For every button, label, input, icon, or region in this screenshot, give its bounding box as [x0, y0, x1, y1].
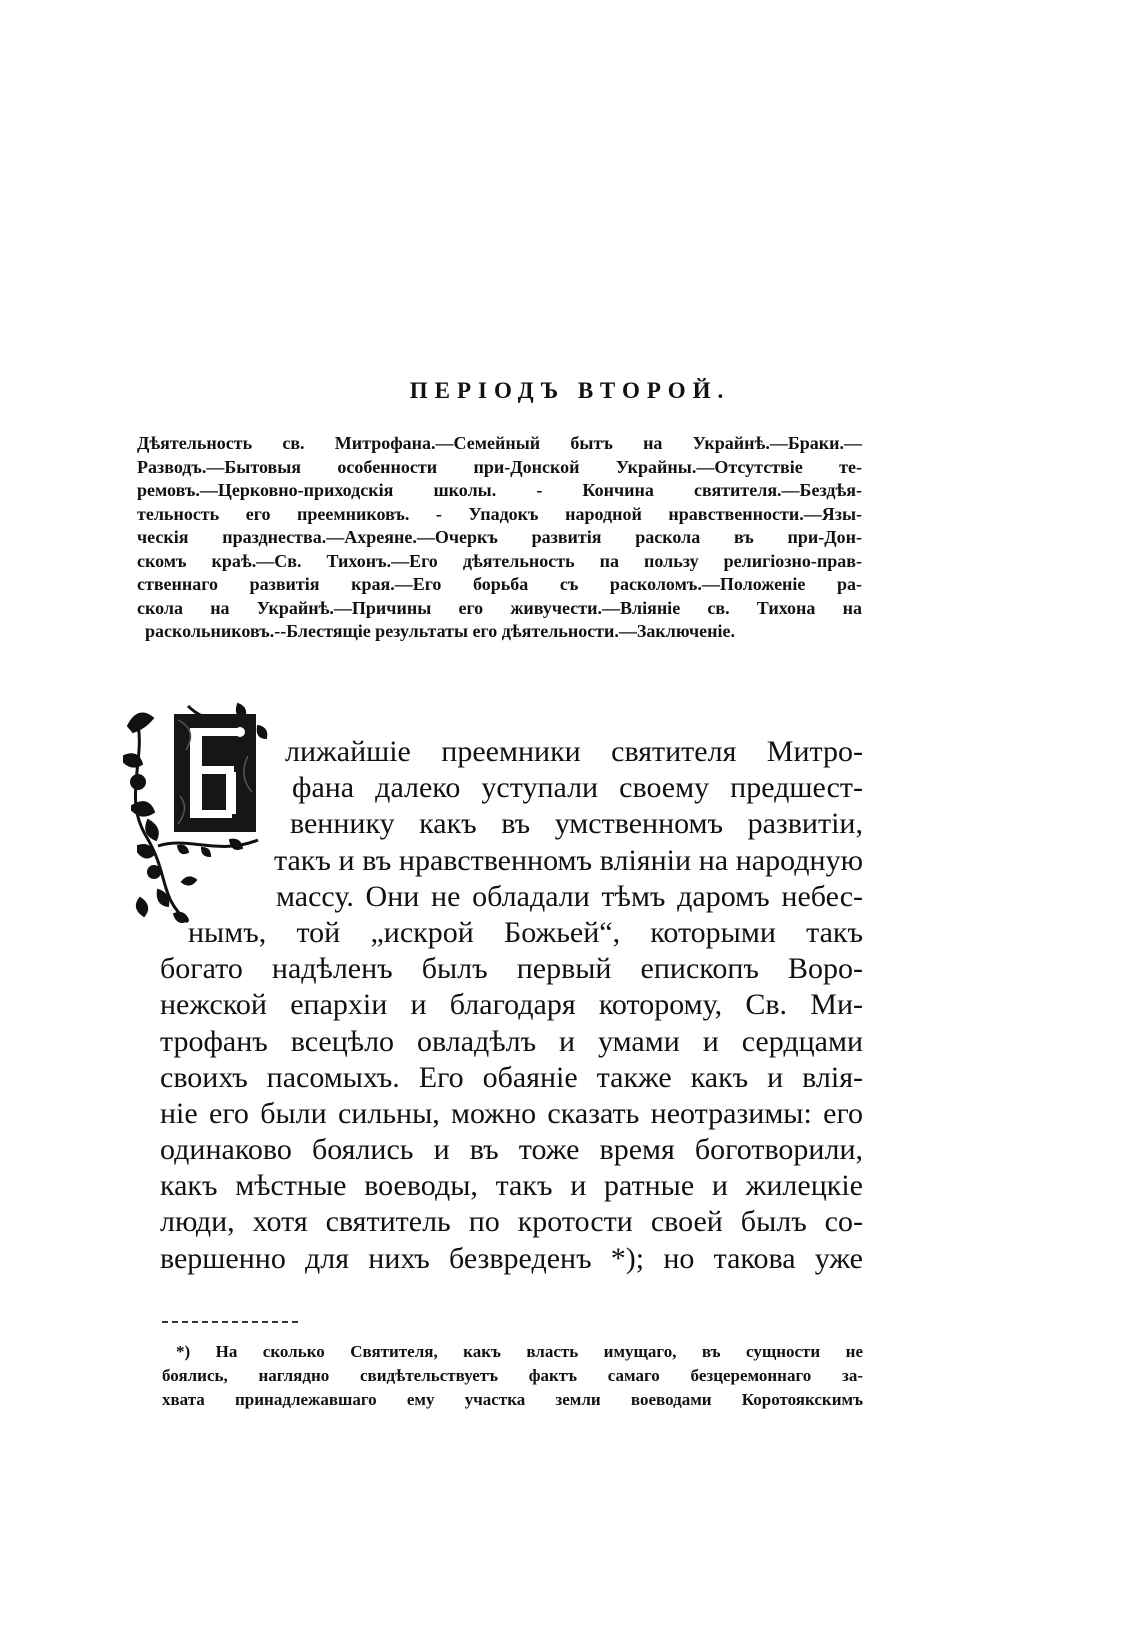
text-line: какъ мѣстные воеводы, такъ и ратные и жилецкіе [160, 1169, 863, 1203]
summary-line: ремовъ.—Церковно-приходскія школы. - Кончина святителя.—Бездѣя- [137, 480, 862, 500]
text-line: одинаково боялись и въ тоже время боготворили, [160, 1133, 863, 1167]
text-line: массу. Они не обладали тѣмъ даромъ небес- [276, 879, 863, 913]
summary-line: скомъ краѣ.—Св. Тихонъ.—Его дѣятельность па пользу религіозно-прав- [137, 550, 862, 571]
text-line: нежской епархіи и благодаря которому, Св. Ми- [160, 988, 863, 1022]
text-line: лижайшіе преемники святителя Митро- [285, 735, 863, 768]
text-line: ніе его были сильны, можно сказать неотразимы: его [160, 1096, 863, 1130]
text-line: люди, хотя святитель по кротости своей былъ со- [160, 1205, 863, 1239]
summary-line: тельность его преемниковъ. - Упадокъ народной нравственности.—Язы- [137, 503, 862, 524]
text-line: нымъ, той „искрой Божьей“, которыми такъ [188, 915, 863, 949]
footnote-line: *) На сколько Святителя, какъ власть имущаго, въ сущности не [176, 1342, 863, 1361]
summary-line: Разводъ.—Бытовыя особенности при-Донской Украйны.—Отсутствіе те- [137, 456, 862, 477]
text-line: богато надѣленъ былъ первый епископъ Воро- [160, 952, 863, 986]
footnote [162, 1340, 863, 1412]
summary-line: раскольниковъ.--Блестящіе результаты его дѣятельности.—Заключеніе. [145, 621, 735, 641]
text-line: фана далеко уступали своему предшест- [292, 771, 863, 805]
summary-line: ческія празднества.—Ахреяне.—Очеркъ развитія раскола въ при-Дон- [137, 527, 862, 547]
text-line: трофанъ всецѣло овладѣлъ и умами и сердцами [160, 1024, 863, 1058]
footnote-separator [162, 1321, 298, 1323]
chapter-summary [137, 432, 862, 644]
summary-line: ственнаго развитія края.—Его борьба съ расколомъ.—Положеніе ра- [137, 574, 862, 594]
summary-line: скола на Украйнѣ.—Причины его живучести.—Вліяніе св. Тихона на [137, 597, 862, 618]
summary-line: Дѣятельность св. Митрофана.—Семейный бытъ на Украйнѣ.—Браки.— [137, 433, 862, 453]
footnote-line: боялись, наглядно свидѣтельствуетъ фактъ самаго безцеремоннаго за- [162, 1366, 863, 1385]
text-line: такъ и въ нравственномъ вліяніи на народную [274, 843, 863, 877]
chapter-title: ПЕРІОДЪ ВТОРОЙ. [409, 378, 731, 403]
footnote-line: хвата принадлежавшаго ему участка земли воеводами Коротоякскимъ [162, 1390, 863, 1409]
text-line: вершенно для нихъ безвреденъ *); но такова уже [160, 1241, 863, 1275]
text-line: своихъ пасомыхъ. Его обаяніе также какъ и влія- [160, 1060, 863, 1094]
main-text [160, 734, 863, 1277]
text-line: веннику какъ въ умственномъ развитіи, [290, 807, 863, 841]
